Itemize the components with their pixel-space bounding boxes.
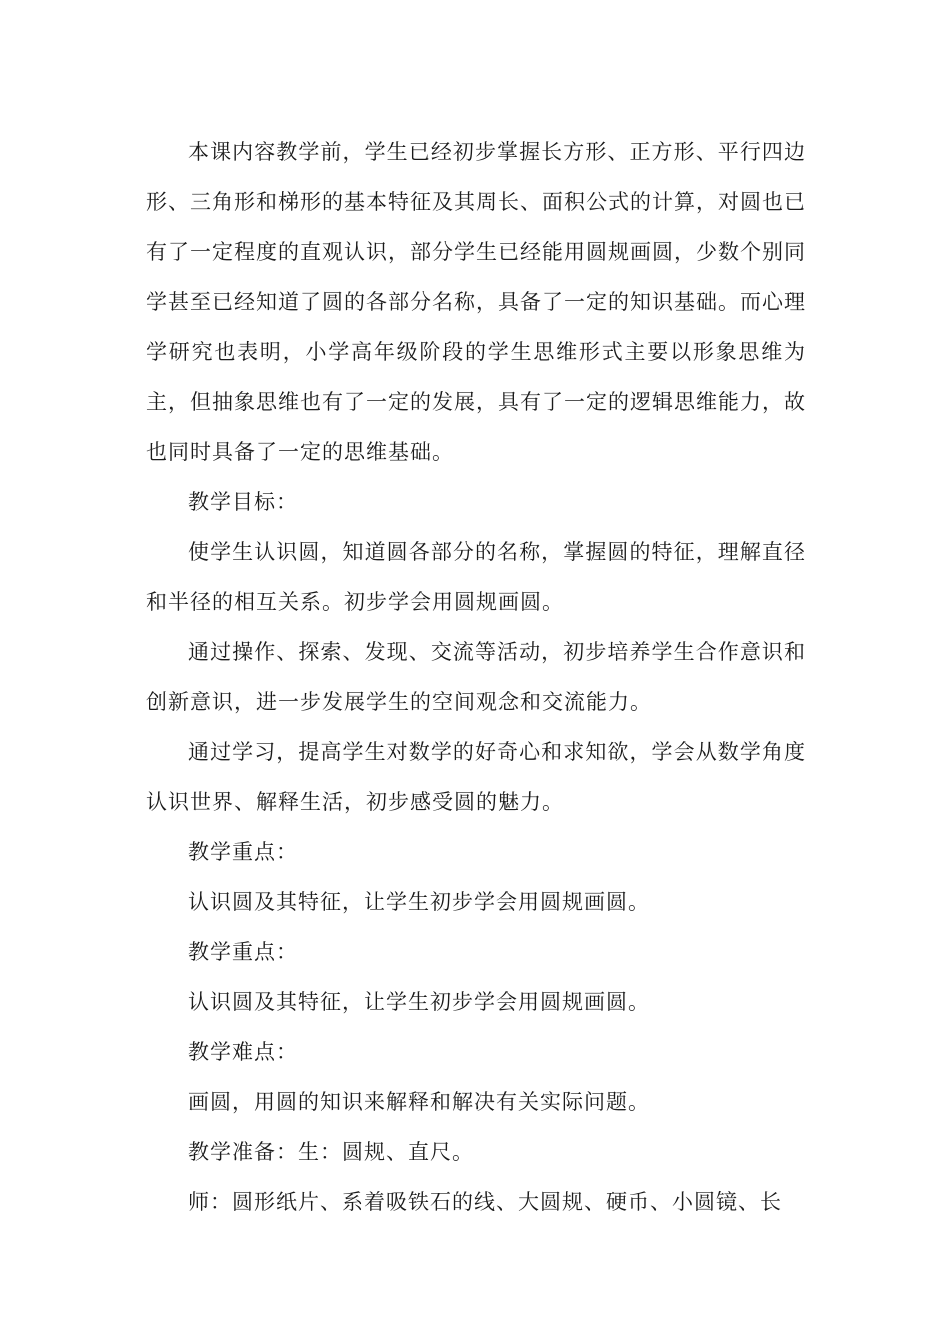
paragraph-goal-3: 通过学习，提高学生对数学的好奇心和求知欲，学会从数学角度认识世界、解释生活，初步感受圆的魅力。 [146, 740, 806, 814]
heading-teaching-goals: 教学目标： [188, 490, 298, 514]
paragraph-preparation-student: 教学准备：生：圆规、直尺。 [188, 1140, 474, 1164]
paragraph-difficulties: 画圆，用圆的知识来解释和解决有关实际问题。 [188, 1090, 650, 1114]
heading-difficulties: 教学难点： [188, 1040, 298, 1064]
paragraph-preparation-teacher: 师：圆形纸片、系着吸铁石的线、大圆规、硬币、小圆镜、长 [188, 1190, 782, 1214]
paragraph-key-points: 认识圆及其特征，让学生初步学会用圆规画圆。 [188, 890, 650, 914]
paragraph-goal-1: 使学生认识圆，知道圆各部分的名称，掌握圆的特征，理解直径和半径的相互关系。初步学会用圆规画圆。 [146, 540, 806, 614]
heading-key-points-repeat: 教学重点： [188, 940, 298, 964]
paragraph-key-points-repeat: 认识圆及其特征，让学生初步学会用圆规画圆。 [188, 990, 650, 1014]
paragraph-goal-2: 通过操作、探索、发现、交流等活动，初步培养学生合作意识和创新意识，进一步发展学生的空间观念和交流能力。 [146, 640, 806, 714]
document-body [146, 127, 806, 1227]
paragraph-intro: 本课内容教学前，学生已经初步掌握长方形、正方形、平行四边形、三角形和梯形的基本特征及其周长、面积公式的计算，对圆也已有了一定程度的直观认识，部分学生已经能用圆规画圆，少数个别同学甚至已经知道了圆的各部分名称，具备了一定的知识基础。而心理学研究也表明，小学高年级阶段的学生思维形式主要以形象思维为主，但抽象思维也有了一定的发展，具有了一定的逻辑思维能力，故也同时具备了一定的思维基础。 [146, 140, 806, 464]
heading-key-points: 教学重点： [188, 840, 298, 864]
